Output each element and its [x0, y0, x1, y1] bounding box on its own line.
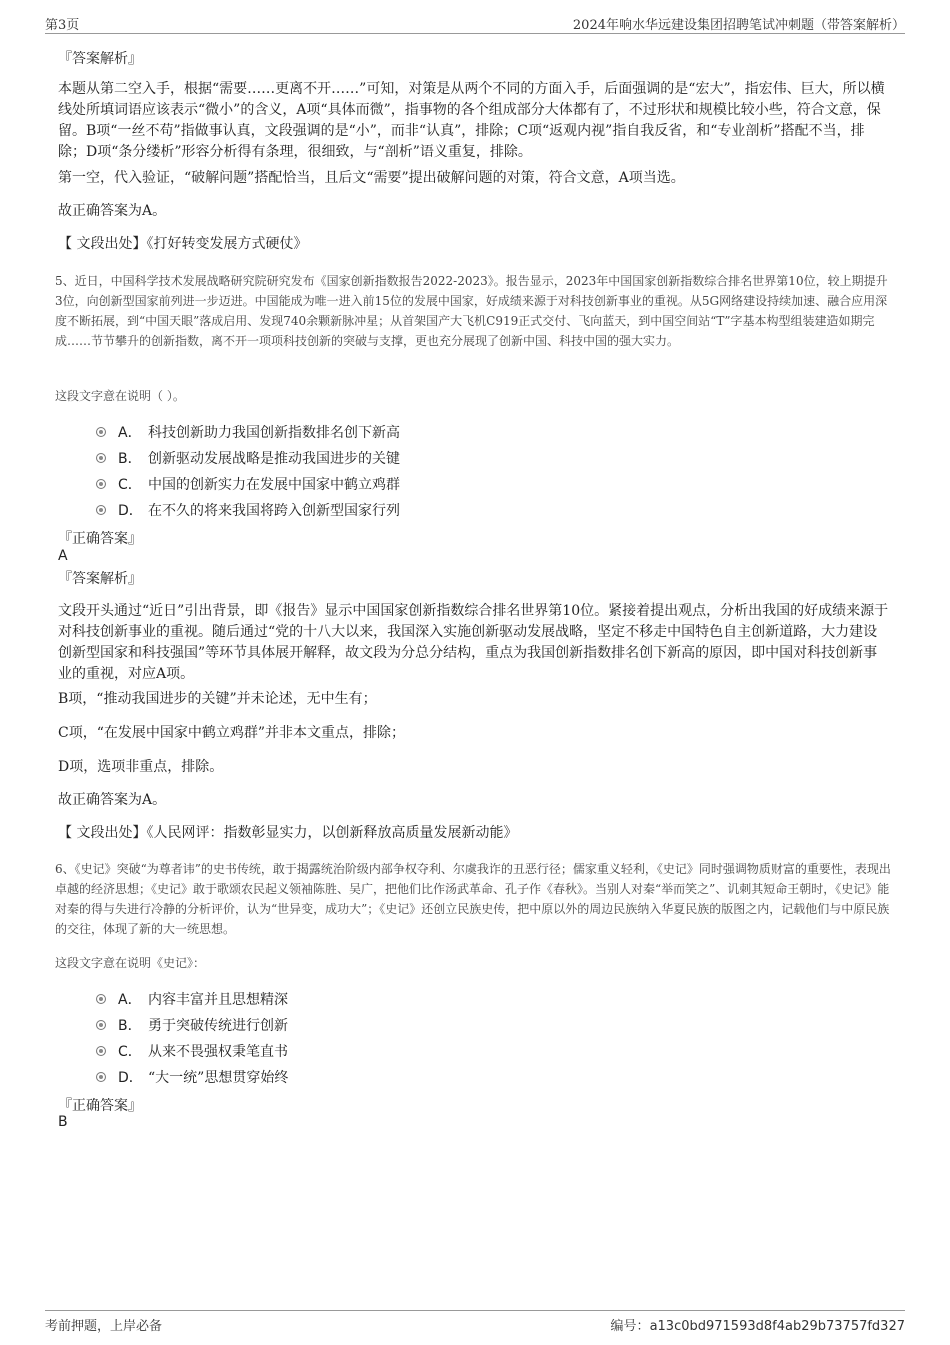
document-code: [611, 1315, 905, 1334]
analysis-conclusion: 故正确答案为A。: [58, 203, 167, 219]
option-text: 勇于突破传统进行创新: [148, 1018, 288, 1034]
option-letter: C．: [118, 1044, 142, 1060]
source-citation: 【 文段出处】《打好转变发展方式硬仗》: [58, 236, 308, 252]
code-label: 编号：: [610, 1319, 650, 1334]
radio-icon[interactable]: [96, 1072, 106, 1082]
answer-value: B: [58, 1114, 68, 1130]
option-letter: A．: [118, 992, 142, 1008]
option-c[interactable]: [96, 474, 400, 494]
option-letter: D．: [118, 1070, 143, 1086]
option-letter: B．: [118, 1018, 142, 1034]
option-d[interactable]: [96, 1067, 288, 1087]
option-text: 科技创新助力我国创新指数排名创下新高: [148, 425, 400, 441]
question-prompt: 这段文字意在说明《史记》：: [55, 956, 206, 970]
question-stem: 6、《史记》突破“为尊者讳”的史书传统，敢于揭露统治阶级内部争权夺利、尔虞我诈的丑恶行径；儒家重义轻利，《史记》同时强调物质财富的重要性，表现出卓越的经济思想；《史记》敢于歌颂农民起义领袖陈胜、吴广，把他们比作汤武革命、孔子作《春秋》。当别人对秦“举而笑之”、讥刺其短命王朝时，《史记》能对秦的得与失进行冷静的分析评价，认为“世异变，成功大”；《史记》还创立民族史传，把中原以外的周边民族纳入华夏民族的版图之内，记载他们与中原民族的交往，体现了新的大一统思想。: [55, 862, 891, 936]
radio-icon[interactable]: [96, 453, 106, 463]
option-text: 内容丰富并且思想精深: [148, 992, 288, 1008]
page-number: 第3页: [45, 18, 80, 33]
option-text: 从来不畏强权秉笔直书: [148, 1044, 288, 1060]
option-text: 创新驱动发展战略是推动我国进步的关键: [148, 451, 400, 467]
footer-divider: [45, 1310, 905, 1311]
radio-icon[interactable]: [96, 1020, 106, 1030]
analysis-conclusion: 故正确答案为A。: [58, 792, 167, 808]
question-prompt: 这段文字意在说明（ ）。: [55, 389, 185, 403]
answer-label: 『正确答案』: [58, 1098, 142, 1114]
document-title: 2024年响水华远建设集团招聘笔试冲刺题（带答案解析）: [572, 18, 905, 33]
option-letter: D．: [118, 503, 143, 519]
radio-icon[interactable]: [96, 1046, 106, 1056]
option-letter: B．: [118, 451, 142, 467]
question-stem: 5、近日，中国科学技术发展战略研究院研究发布《国家创新指数报告2022-2023》。报告显示，2023年中国国家创新指数综合排名世界第10位，较上期提升3位，向创新型国家前列进一步迈进。中国能成为唯一进入前15位的发展中国家，好成绩来源于对科技创新事业的重视。从5G网络建设持续加速、融合应用深度不断拓展，到“中国天眼”落成启用、发现740余颗新脉冲星；从首架国产大飞机C919正式交付、飞向蓝天，到中国空间站“T”字基本构型组装建造如期完成……节节攀升的创新指数，离不开一项项科技创新的突破与支撑，更也充分展现了创新中国、科技中国的强大实力。: [55, 274, 888, 348]
analysis-label: 『答案解析』: [58, 51, 142, 67]
header-divider: [45, 33, 905, 34]
analysis-paragraph: 本题从第二空入手，根据“需要……更离不开……”可知，对策是从两个不同的方面入手，后面强调的是“宏大”，指宏伟、巨大，所以横线处所填词语应该表示“微小”的含义，A项“具体而微”，指事物的各个组成部分大体都有了，不过形状和规模比较小些，符合文意，保留。B项“一丝不苟”指做事认真，文段强调的是“小”，而非“认真”，排除；C项“返观内视”指自我反省，和“专业剖析”搭配不当，排除；D项“条分缕析”形容分析得有条理，很细致，与“剖析”语义重复，排除。: [58, 81, 885, 160]
code-value: a13c0bd971593d8f4ab29b73757fd327: [649, 1319, 905, 1334]
source-citation: 【 文段出处】《人民网评：指数彰显实力，以创新释放高质量发展新动能》: [58, 825, 518, 841]
option-letter: C．: [118, 477, 142, 493]
analysis-paragraph: 文段开头通过“近日”引出背景，即《报告》显示中国国家创新指数综合排名世界第10位。紧接着提出观点，分析出我国的好成绩来源于对科技创新事业的重视。随后通过“党的十八大以来，我国深入实施创新驱动发展战略，坚定不移走中国特色自主创新道路，大力建设创新型国家和科技强国”等环节具体展开解释，故文段为分总分结构，重点为我国创新指数排名创下新高的原因，即中国对科技创新事业的重视，对应A项。: [58, 603, 889, 682]
analysis-paragraph: B项，“推动我国进步的关键”并未论述，无中生有；: [58, 691, 377, 707]
option-c[interactable]: [96, 1041, 288, 1061]
answer-value: A: [58, 548, 68, 564]
radio-icon[interactable]: [96, 427, 106, 437]
analysis-paragraph: 第一空，代入验证，“破解问题”搭配恰当，且后文“需要”提出破解问题的对策，符合文意，A项当选。: [58, 170, 685, 186]
radio-icon[interactable]: [96, 994, 106, 1004]
option-a[interactable]: [96, 422, 400, 442]
option-b[interactable]: [96, 1015, 288, 1035]
option-d[interactable]: [96, 500, 400, 520]
analysis-paragraph: D项，选项非重点，排除。: [58, 759, 224, 775]
option-text: 中国的创新实力在发展中国家中鹤立鸡群: [148, 477, 400, 493]
option-letter: A．: [118, 425, 142, 441]
radio-icon[interactable]: [96, 505, 106, 515]
option-text: “大一统”思想贯穿始终: [148, 1070, 289, 1086]
footer-slogan: 考前押题，上岸必备: [45, 1319, 163, 1334]
option-text: 在不久的将来我国将跨入创新型国家行列: [148, 503, 400, 519]
option-b[interactable]: [96, 448, 400, 468]
radio-icon[interactable]: [96, 479, 106, 489]
answer-label: 『正确答案』: [58, 531, 142, 547]
option-a[interactable]: [96, 989, 288, 1009]
analysis-label: 『答案解析』: [58, 571, 142, 587]
analysis-paragraph: C项，“在发展中国家中鹤立鸡群”并非本文重点，排除；: [58, 725, 406, 741]
